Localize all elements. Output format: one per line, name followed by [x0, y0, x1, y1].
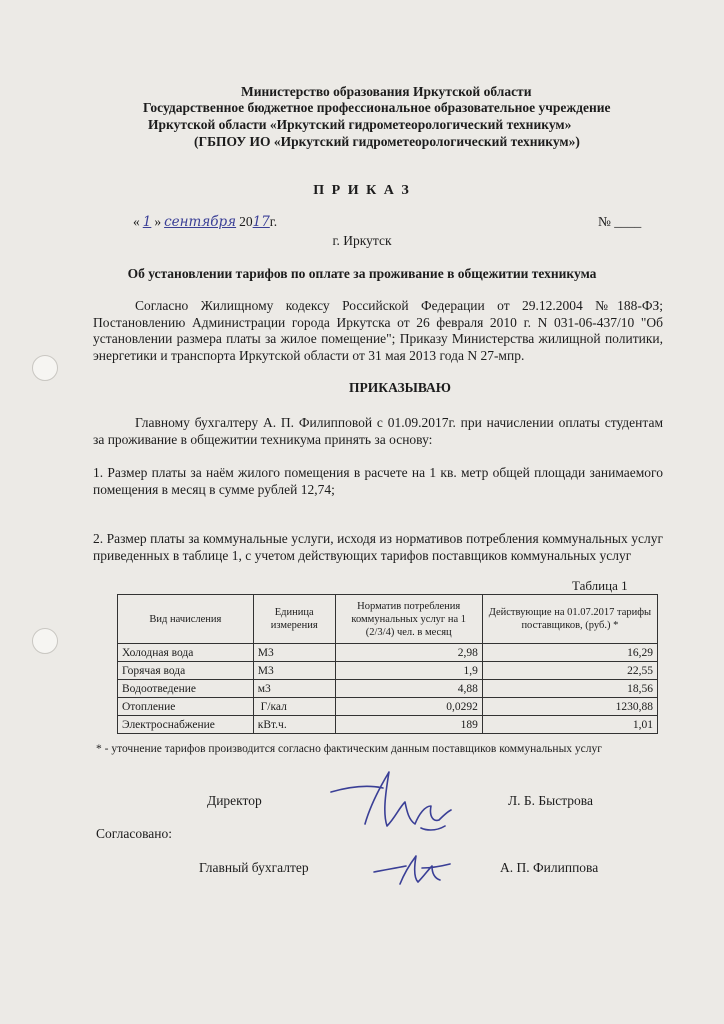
cell-tariff: 16,29 [482, 644, 657, 662]
header-tariff: Действующие на 01.07.2017 тарифы поставщиков, (руб.) * [482, 595, 657, 644]
director-signature [325, 762, 460, 842]
table-caption: Таблица 1 [572, 578, 628, 593]
intro-paragraph: Главному бухгалтеру А. П. Филипповой с 01.09.2017г. при начислении оплаты студентам за проживание в общежитии техникума принять за основу: [93, 415, 663, 447]
cell-unit: м3 [253, 680, 335, 698]
agreed-label: Согласовано: [96, 826, 172, 841]
cell-tariff: 18,56 [482, 680, 657, 698]
punch-hole-bottom [32, 628, 58, 654]
table-footnote: * - уточнение тарифов производится согласно фактическим данным поставщиков коммунальных услуг [96, 743, 602, 755]
cell-unit: М3 [253, 644, 335, 662]
director-name: Л. Б. Быстрова [508, 793, 593, 808]
item-2-paragraph: 2. Размер платы за коммунальные услуги, исходя из нормативов потребления коммунальных услуг приведенных в таблице 1, с учетом действующих тарифов поставщиков коммунальных услуг [93, 531, 663, 563]
table-row [118, 698, 658, 716]
cell-tariff: 22,55 [482, 662, 657, 680]
cell-norm: 189 [335, 716, 482, 734]
cell-charge-type: Электроснабжение [118, 716, 254, 734]
date-close-quote: » [154, 214, 162, 229]
preamble-paragraph: Согласно Жилищному кодексу Российской Федерации от 29.12.2004 №188-ФЗ; Постановлению Администрации города Иркутска от 26 февраля 2010 г. N 031-06-437/10 "Об установлении размера платы за жилое помещение"; Приказу Министерства жилищной политики, энергетики и транспорта Иркутской области от 31 мая 2013 года N 27-мпр. [93, 298, 663, 363]
institution-region-line: Иркутской области «Иркутский гидрометеорологический техникум» [148, 117, 572, 132]
date-month: сентября [164, 214, 237, 230]
header-unit: Единица измерения [253, 595, 335, 644]
table-header-row [118, 595, 658, 644]
cell-unit: М3 [253, 662, 335, 680]
accountant-name: А. П. Филиппова [500, 860, 599, 875]
tariff-table [117, 594, 658, 734]
director-title: Директор [207, 793, 262, 808]
order-city: г. Иркутск [332, 233, 392, 248]
accountant-signature [370, 850, 455, 890]
order-date [133, 214, 277, 230]
accountant-title: Главный бухгалтер [199, 860, 309, 875]
cell-charge-type: Водоотведение [118, 680, 254, 698]
cell-norm: 2,98 [335, 644, 482, 662]
institution-abbr-line: (ГБПОУ ИО «Иркутский гидрометеорологический техникум») [194, 134, 580, 149]
cell-tariff: 1230,88 [482, 698, 657, 716]
date-year-suffix-g: г. [269, 214, 278, 229]
date-year-prefix: 20 [239, 214, 253, 229]
cell-unit: кВт.ч. [253, 716, 335, 734]
table-row [118, 716, 658, 734]
cell-charge-type: Холодная вода [118, 644, 254, 662]
table-row [118, 662, 658, 680]
item-1-paragraph: 1. Размер платы за наём жилого помещения в расчете на 1 кв. метр общей площади занимаемого помещения в месяц в сумме рублей 12,74; [93, 465, 663, 497]
cell-tariff: 1,01 [482, 716, 657, 734]
cell-norm: 1,9 [335, 662, 482, 680]
cell-unit: Г/кал [253, 698, 335, 716]
table-row [118, 680, 658, 698]
ministry-line: Министерство образования Иркутской области [241, 84, 532, 99]
institution-line: Государственное бюджетное профессиональное образовательное учреждение [143, 100, 611, 115]
order-word: ПРИКАЗЫВАЮ [349, 380, 451, 395]
date-year-suffix: 17 [252, 214, 270, 230]
date-day: 1 [142, 214, 152, 230]
order-title: П Р И К А З [313, 183, 411, 198]
header-charge-type: Вид начисления [118, 595, 254, 644]
cell-charge-type: Горячая вода [118, 662, 254, 680]
punch-hole-top [32, 355, 58, 381]
order-subject: Об установлении тарифов по оплате за проживание в общежитии техникума [127, 266, 597, 281]
order-number: № ____ [598, 214, 642, 229]
cell-charge-type: Отопление [118, 698, 254, 716]
header-norm: Норматив потребления коммунальных услуг на 1 (2/3/4) чел. в месяц [335, 595, 482, 644]
cell-norm: 0,0292 [335, 698, 482, 716]
date-open-quote: « [133, 214, 140, 229]
cell-norm: 4,88 [335, 680, 482, 698]
table-row [118, 644, 658, 662]
